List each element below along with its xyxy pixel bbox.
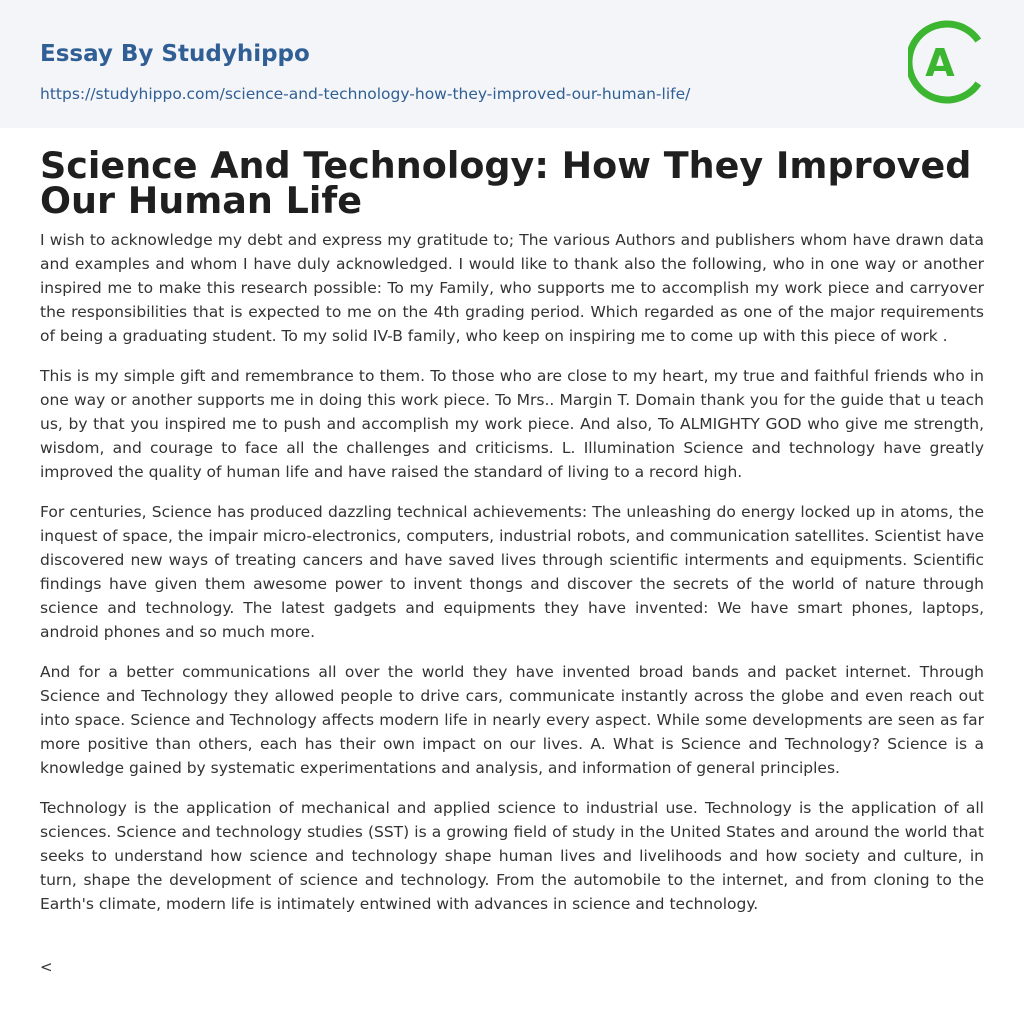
- site-brand[interactable]: Essay By Studyhippo: [40, 41, 310, 67]
- article-paragraph: I wish to acknowledge my debt and express my gratitude to; The various Authors and publishers whom have drawn data and examples and whom I have duly acknowledged. I would like to thank also the following, who in one way or another inspired me to make this research possible: To my Family, who supports me to accomplish my work piece and carryover the responsibilities that is expected to me on the 4th grading period. Which regarded as one of the major requirements of being a graduating student. To my solid IV-B family, who keep on inspiring me to come up with this piece of work .: [40, 231, 984, 345]
- site-header: [0, 0, 1024, 128]
- studyhippo-logo-icon[interactable]: [908, 18, 988, 106]
- article-paragraph: Technology is the application of mechanical and applied science to industrial use. Technology is the application of all sciences. Science and technology studies (SST) is a growing field of study in the United States and around the world that seeks to understand how science and technology shape human lives and livelihoods and how society and culture, in turn, shape the development of science and technology. From the automobile to the internet, and from cloning to the Earth's climate, modern life is intimately entwined with advances in science and technology.: [40, 799, 984, 913]
- article-title: Science And Technology: How They Improved Our Human Life: [40, 144, 972, 222]
- article-url-link[interactable]: https://studyhippo.com/science-and-technology-how-they-improved-our-human-life/: [40, 85, 691, 103]
- article-paragraph: This is my simple gift and remembrance to them. To those who are close to my heart, my true and faithful friends who in one way or another supports me in doing this work piece. To Mrs.. Margin T. Domain thank you for the guide that u teach us, by that you inspired me to push and accomplish my work piece. And also, To ALMIGHTY GOD who give me strength, wisdom, and courage to face all the challenges and criticisms. L. Illumination Science and technology have greatly improved the quality of human life and have raised the standard of living to a record high.: [40, 367, 984, 481]
- article-body: [40, 228, 984, 932]
- previous-page-button[interactable]: <: [40, 958, 53, 976]
- article-paragraph: And for a better communications all over the world they have invented broad bands and packet internet. Through Science and Technology they allowed people to drive cars, communicate instantly across the globe and even reach out into space. Science and Technology affects modern life in nearly every aspect. While some developments are seen as far more positive than others, each has their own impact on our lives. A. What is Science and Technology? Science is a knowledge gained by systematic experimentations and analysis, and information of general principles.: [40, 663, 984, 777]
- logo-letter: A: [925, 41, 955, 85]
- article-paragraph: For centuries, Science has produced dazzling technical achievements: The unleashing do energy locked up in atoms, the inquest of space, the impair micro-electronics, computers, industrial robots, and communication satellites. Scientist have discovered new ways of treating cancers and have saved lives through scientific interments and equipments. Scientific findings have given them awesome power to invent thongs and discover the secrets of the world of nature through science and technology. The latest gadgets and equipments they have invented: We have smart phones, laptops, android phones and so much more.: [40, 503, 984, 641]
